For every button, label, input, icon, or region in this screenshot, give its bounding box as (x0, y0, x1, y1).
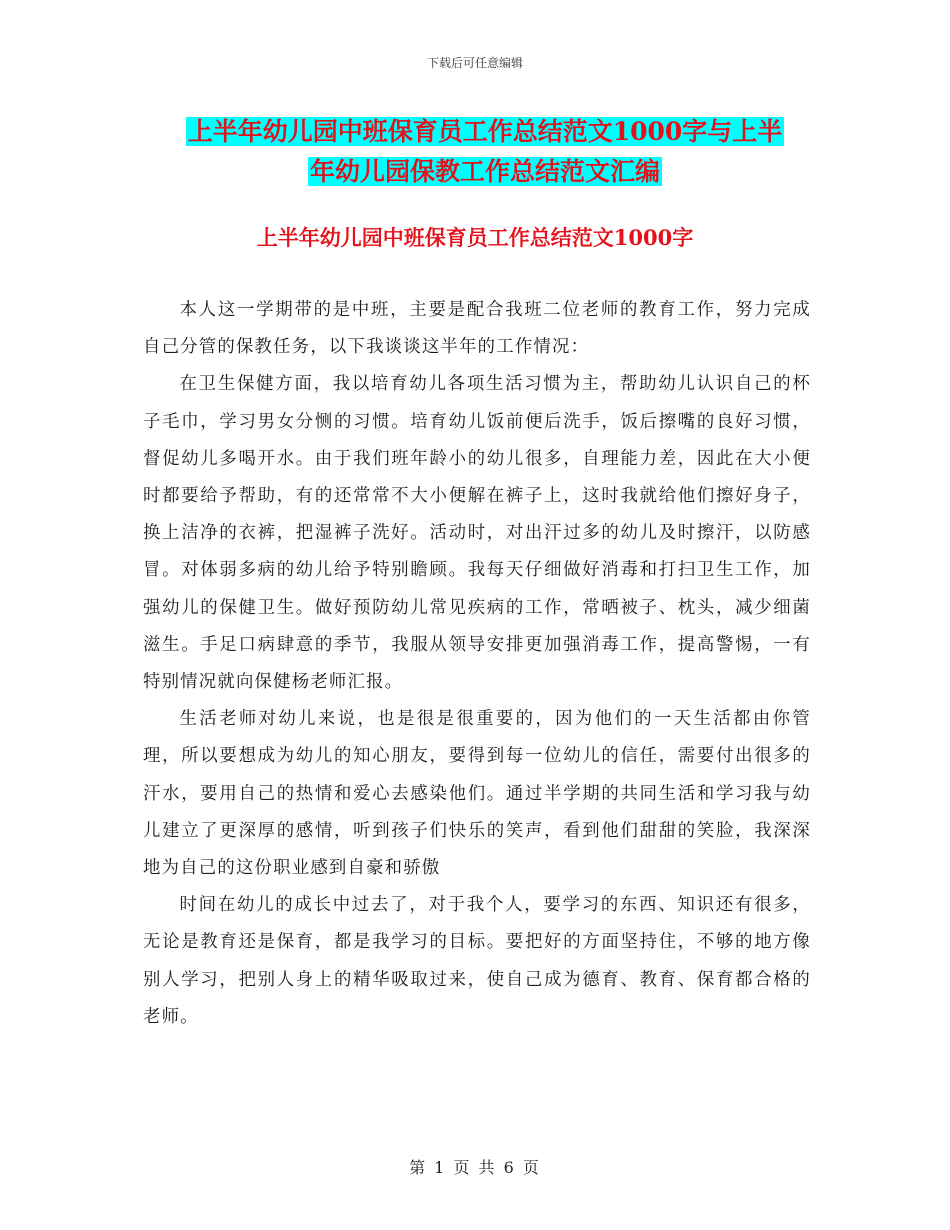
header-note: 下载后可任意编辑 (426, 56, 523, 70)
section-heading: 上半年幼儿园中班保育员工作总结范文1000字 (256, 225, 694, 250)
title-line-1: 上半年幼儿园中班保育员工作总结范文1000字与上半 (187, 117, 783, 146)
paragraph: 时间在幼儿的成长中过去了，对于我个人，要学习的东西、知识还有很多，无论是教育还是保育，都是我学习的目标。要把好的方面坚持住，不够的地方像别人学习，把别人身上的精华吸取过来，使自己成为德育、教育、保育都合格的老师。 (143, 895, 811, 1027)
body-text (143, 292, 811, 1036)
document-title (140, 112, 830, 192)
paragraph: 生活老师对幼儿来说，也是很是很重要的，因为他们的一天生活都由你管理，所以要想成为幼儿的知心朋友，要得到每一位幼儿的信任，需要付出很多的汗水，要用自己的热情和爱心去感染他们。通过半学期的共同生活和学习我与幼儿建立了更深厚的感情，听到孩子们快乐的笑声，看到他们甜甜的笑脸，我深深地为自己的这份职业感到自豪和骄傲 (143, 709, 811, 879)
title-line-2: 年幼儿园保教工作总结范文汇编 (309, 157, 660, 186)
paragraph: 在卫生保健方面，我以培育幼儿各项生活习惯为主，帮助幼儿认识自己的杯子毛巾，学习男女分恻的习惯。培育幼儿饭前便后洗手，饭后擦嘴的良好习惯，督促幼儿多喝开水。由于我们班年龄小的幼儿很多，自理能力差，因此在大小便时都要给予帮助，有的还常常不大小便解在裤子上，这时我就给他们擦好身子，换上洁净的衣裤，把湿裤子洗好。活动时，对出汗过多的幼儿及时擦汗，以防感冒。对体弱多病的幼儿给予特别瞻顾。我每天仔细做好消毒和打扫卫生工作，加强幼儿的保健卫生。做好预防幼儿常见疾病的工作，常晒被子、枕头，减少细菌滋生。手足口病肆意的季节，我服从领导安排更加强消毒工作，提高警惕，一有特别情况就向保健杨老师汇报。 (143, 374, 811, 693)
paragraph: 本人这一学期带的是中班，主要是配合我班二位老师的教育工作，努力完成自己分管的保教任务，以下我谈谈这半年的工作情况： (143, 300, 811, 358)
page-footer: 第 1 页 共 6 页 (409, 1158, 541, 1177)
